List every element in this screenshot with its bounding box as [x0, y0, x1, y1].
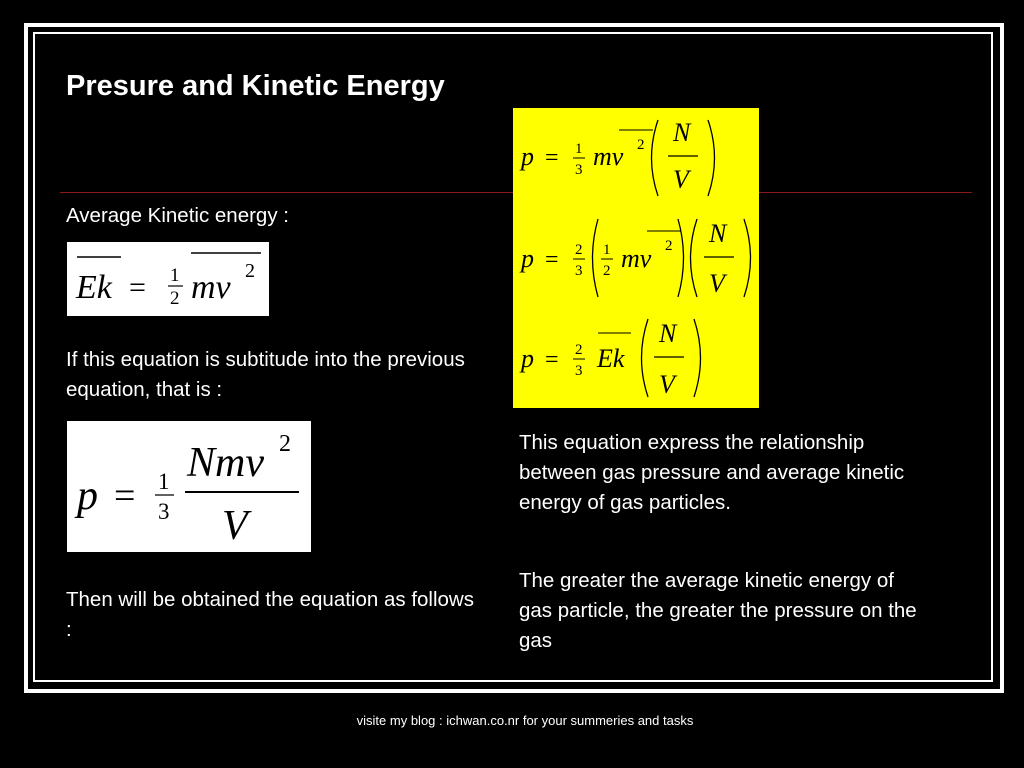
eq-ke-den: 2 — [170, 288, 180, 309]
eq-p-num: 1 — [158, 469, 170, 494]
eq1-n: N — [673, 118, 691, 147]
eq-ke-lhs: Ek — [76, 269, 112, 306]
eq1-num: 1 — [575, 141, 583, 157]
relationship-text: This equation express the relationship between gas pressure and average kinetic energy of gas particles. — [519, 431, 905, 514]
eq2-v: V — [709, 269, 725, 298]
eq-p-exp: 2 — [279, 431, 291, 457]
eq2-exp: 2 — [665, 238, 673, 254]
eq-ke-mv: mv — [191, 269, 231, 306]
eq1-mv: mv — [593, 142, 624, 171]
greater-pressure-text: The greater the average kinetic energy of gas particle, the greater the pressure on the gas — [519, 569, 917, 652]
eq2-n: N — [709, 219, 727, 248]
kinetic-energy-equation — [67, 242, 269, 316]
eq3-n: N — [659, 319, 677, 348]
eq-pressure-half-mv — [519, 219, 751, 298]
eq3-den: 3 — [575, 363, 583, 379]
pressure-nmv-equation — [67, 421, 311, 552]
eq-p-v: V — [222, 503, 248, 549]
average-ke-label: Average Kinetic energy : — [66, 204, 289, 227]
eq3-lhs: p — [521, 344, 534, 373]
eq1-exp: 2 — [637, 137, 645, 153]
eq-ke-equals: = — [129, 271, 146, 304]
slide-title: Presure and Kinetic Energy — [66, 70, 445, 102]
eq-p-nmv: Nmv — [187, 440, 264, 486]
eq2-num: 2 — [575, 242, 583, 258]
highlighted-equations — [513, 108, 759, 408]
eq3-ek: Ek — [597, 344, 625, 373]
eq3-num: 2 — [575, 342, 583, 358]
eq2-mv: mv — [621, 244, 652, 273]
eq1-v: V — [673, 165, 689, 194]
eq2-inner-den: 2 — [603, 263, 611, 279]
eq2-den: 3 — [575, 263, 583, 279]
substitute-text: If this equation is subtitude into the previous equation, that is : — [66, 348, 465, 401]
eq3-equals: = — [545, 347, 559, 373]
eq1-equals: = — [545, 145, 559, 171]
eq1-lhs: p — [521, 142, 534, 171]
eq2-inner-num: 1 — [603, 242, 611, 258]
eq-p-equals: = — [114, 475, 136, 517]
footer-note: visite my blog : ichwan.co.nr for your summeries and tasks — [356, 713, 694, 728]
eq-pressure-mv — [519, 118, 715, 196]
eq3-v: V — [659, 370, 675, 399]
eq-pressure-ek — [519, 319, 701, 399]
eq2-equals: = — [545, 247, 559, 273]
eq1-den: 3 — [575, 162, 583, 178]
eq-p-lhs: p — [77, 473, 98, 519]
eq2-lhs: p — [521, 244, 534, 273]
eq-p-den: 3 — [158, 499, 170, 524]
eq-ke-num: 1 — [170, 265, 180, 286]
obtained-text: Then will be obtained the equation as follows : — [66, 588, 474, 641]
eq-ke-exp: 2 — [245, 260, 255, 282]
